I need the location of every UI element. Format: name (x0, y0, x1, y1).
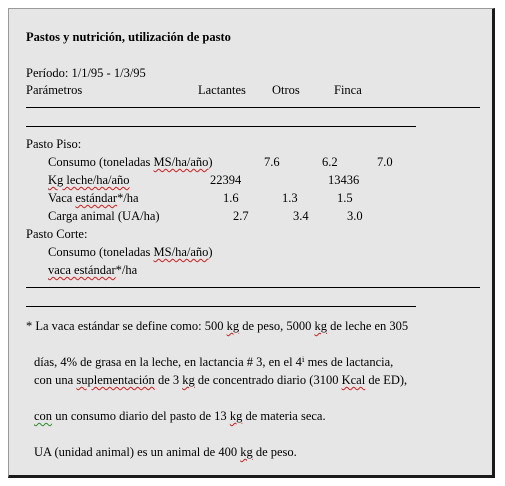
footnote-line: * La vaca estándar se define como: 500 kg de peso, 5000 kg de leche en 305 (26, 319, 409, 333)
rule (26, 287, 480, 288)
value-cell: 1.5 (337, 191, 353, 205)
section-label-pasto-corte: Pasto Corte: (26, 227, 88, 241)
document-title: Pastos y nutrición, utilización de pasto (26, 30, 231, 44)
footnote-line: UA (unidad animal) es un animal de 400 kg de peso. (34, 445, 297, 459)
row-label-vaca-estandar: vaca estándar*/ha (48, 263, 138, 277)
row-label-consumo: Consumo (toneladas MS/ha/año) (48, 155, 213, 169)
value-cell: 13436 (328, 173, 360, 187)
section-label-pasto-piso: Pasto Piso: (26, 137, 82, 151)
value-cell: 3.4 (293, 209, 309, 223)
value-cell: 6.2 (322, 155, 338, 169)
row-label-carga-animal: Carga animal (UA/ha) (48, 209, 160, 223)
value-cell: 2.7 (233, 209, 249, 223)
value-cell: 7.0 (377, 155, 393, 169)
row-label-vaca-estandar: Vaca estándar*/ha (48, 191, 139, 205)
rule (26, 306, 416, 307)
value-cell: 3.0 (347, 209, 363, 223)
footnote-line: con un consumo diario del pasto de 13 kg de materia seca. (34, 409, 326, 423)
column-header-finca: Finca (334, 83, 362, 97)
footnote-line: con una suplementación de 3 kg de concentrado diario (3100 Kcal de ED), (34, 373, 408, 387)
rule (26, 126, 416, 127)
rule (26, 107, 480, 108)
value-cell: 22394 (210, 173, 242, 187)
footnote-line: días, 4% de grasa en la leche, en lactancia # 3, en el 4ⁱ mes de lactancia, (34, 355, 394, 369)
value-cell: 1.3 (282, 191, 298, 205)
value-cell: 7.6 (264, 155, 280, 169)
row-label-kg-leche: Kg leche/ha/año (48, 173, 130, 187)
period-label: Período: 1/1/95 - 1/3/95 (26, 66, 146, 80)
column-header-otros: Otros (272, 83, 300, 97)
value-cell: 1.6 (223, 191, 239, 205)
column-header-lactantes: Lactantes (198, 83, 246, 97)
parameters-header: Parámetros (26, 83, 83, 97)
row-label-consumo: Consumo (toneladas MS/ha/año) (48, 245, 213, 259)
